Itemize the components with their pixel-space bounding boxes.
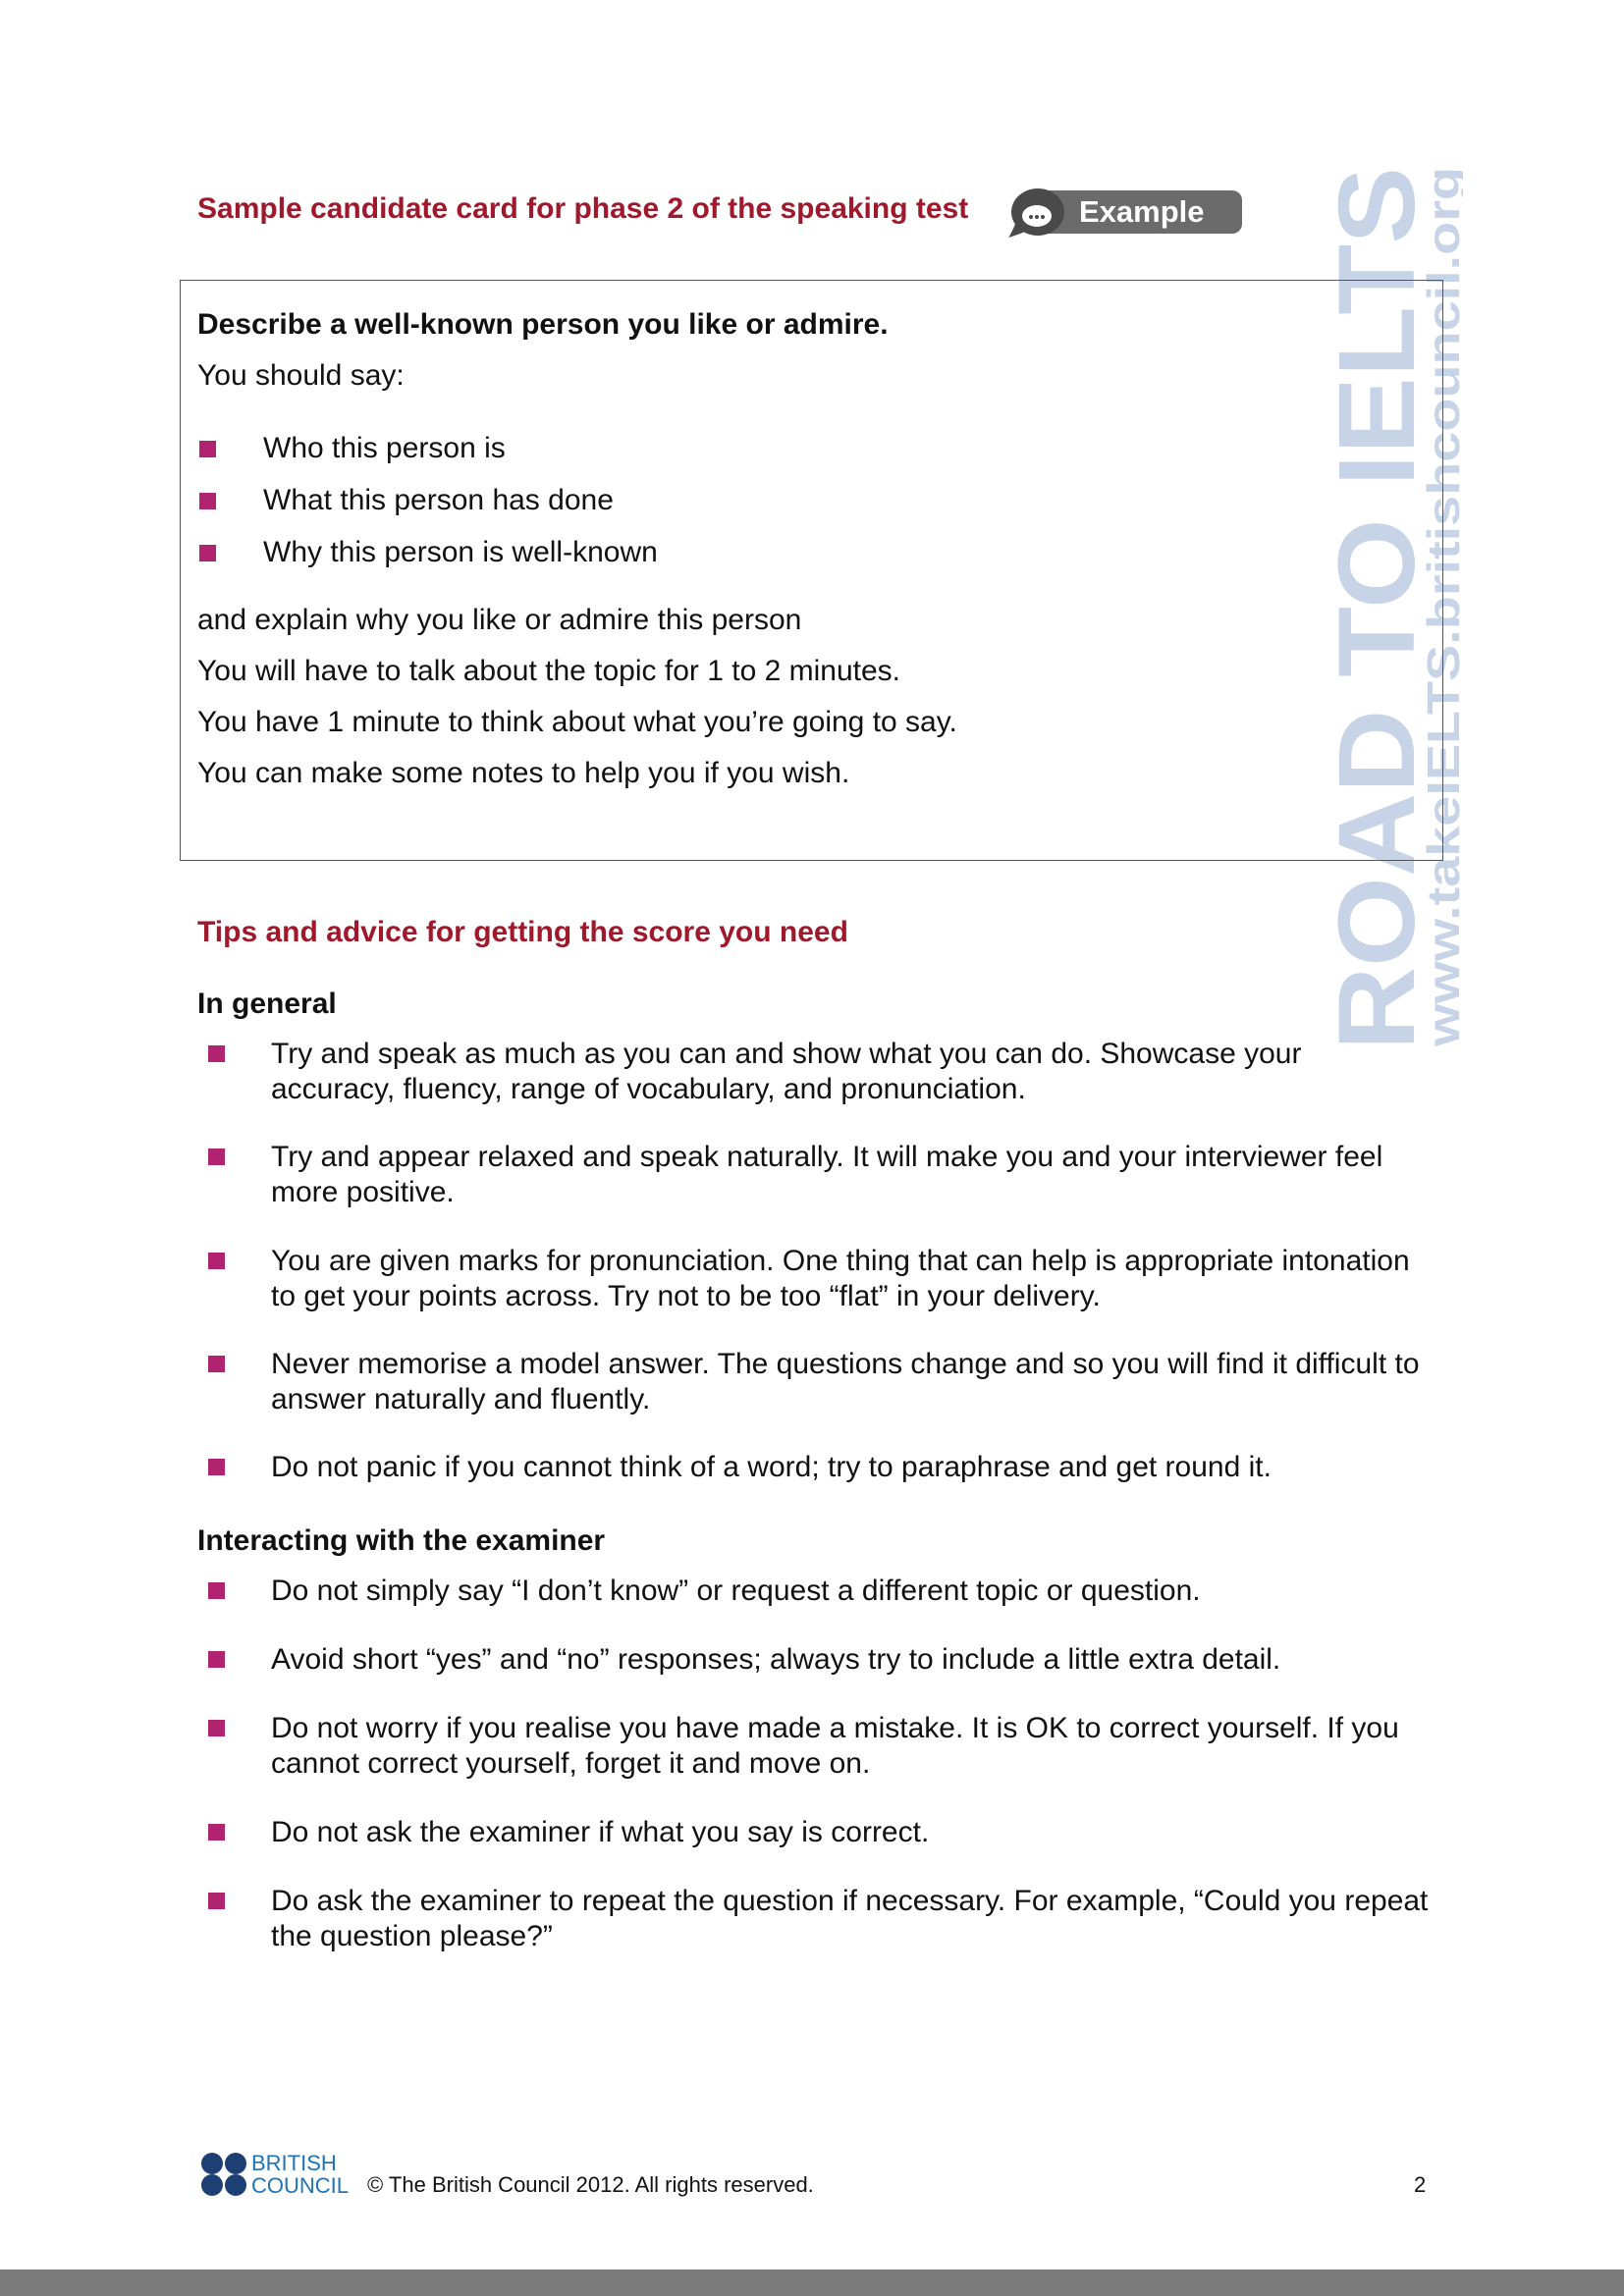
page-title: Sample candidate card for phase 2 of the speaking test bbox=[197, 192, 969, 225]
bullet-icon bbox=[208, 1356, 225, 1372]
bullet-icon bbox=[208, 1045, 225, 1062]
watermark-url-text: www.takeIELTS.britishcouncil.org bbox=[1418, 321, 1463, 1046]
tips-title: Tips and advice for getting the score you need bbox=[197, 916, 848, 948]
bottom-bar bbox=[0, 2269, 1624, 2296]
card-intro: You should say: bbox=[197, 359, 405, 392]
bullet-icon bbox=[208, 1720, 225, 1736]
watermark-main-text: ROAD TO IELTS bbox=[1317, 226, 1437, 1050]
bullet-icon bbox=[199, 545, 216, 561]
bullet-icon bbox=[208, 1253, 225, 1269]
bullet-icon bbox=[208, 1651, 225, 1668]
card-line: You will have to talk about the topic for 1 to 2 minutes. bbox=[197, 655, 900, 687]
bullet-icon bbox=[199, 441, 216, 457]
logo-line-1: BRITISH bbox=[251, 2151, 337, 2175]
card-bullet: What this person has done bbox=[263, 484, 614, 516]
card-bullet: Who this person is bbox=[263, 432, 506, 464]
example-badge bbox=[1006, 187, 1218, 238]
tip-item: Avoid short “yes” and “no” responses; always try to include a little extra detail. bbox=[271, 1643, 1281, 1676]
bullet-icon bbox=[208, 1824, 225, 1841]
tip-item: Do not panic if you cannot think of a word; try to paraphrase and get round it. bbox=[271, 1451, 1272, 1483]
tip-item: Try and speak as much as you can and show what you can do. Showcase your accuracy, fluency, range of vocabulary, and pronunciation. bbox=[271, 1038, 1302, 1105]
tip-item: Do not worry if you realise you have made a mistake. It is OK to correct yourself. If you cannot correct yourself, forget it and move on. bbox=[271, 1712, 1399, 1780]
bullet-icon bbox=[208, 1582, 225, 1599]
card-line: You have 1 minute to think about what you’re going to say. bbox=[197, 706, 957, 738]
general-heading: In general bbox=[197, 988, 337, 1020]
example-badge-label: Example bbox=[1079, 194, 1205, 229]
tip-item: Do not simply say “I don’t know” or request a different topic or question. bbox=[271, 1575, 1201, 1607]
candidate-card bbox=[180, 280, 1443, 861]
tip-item: You are given marks for pronunciation. One thing that can help is appropriate intonation to get your points across. Try not to be too “flat” in your delivery. bbox=[271, 1245, 1410, 1312]
logo-line-2: COUNCIL bbox=[251, 2173, 350, 2197]
tip-item: Do not ask the examiner if what you say is correct. bbox=[271, 1816, 930, 1848]
card-heading: Describe a well-known person you like or admire. bbox=[197, 308, 889, 341]
copyright-text: © The British Council 2012. All rights reserved. bbox=[367, 2172, 814, 2197]
tip-item: Try and appear relaxed and speak naturally. It will make you and your interviewer feel more positive. bbox=[271, 1141, 1383, 1208]
bullet-icon bbox=[199, 493, 216, 509]
card-line: You can make some notes to help you if you wish. bbox=[197, 757, 850, 789]
bullet-icon bbox=[208, 1893, 225, 1909]
page-number: 2 bbox=[1414, 2172, 1427, 2197]
tip-item: Do ask the examiner to repeat the question if necessary. For example, “Could you repeat the question please?” bbox=[271, 1885, 1429, 1952]
bullet-icon bbox=[208, 1148, 225, 1165]
card-bullet: Why this person is well-known bbox=[263, 536, 658, 568]
examiner-heading: Interacting with the examiner bbox=[197, 1524, 606, 1557]
card-line: and explain why you like or admire this person bbox=[197, 604, 802, 636]
british-council-logo bbox=[200, 2150, 357, 2197]
bullet-icon bbox=[208, 1459, 225, 1475]
tip-item: Never memorise a model answer. The questions change and so you will find it difficult to answer naturally and fluently. bbox=[271, 1348, 1420, 1415]
speech-bubble-icon bbox=[1006, 187, 1065, 240]
